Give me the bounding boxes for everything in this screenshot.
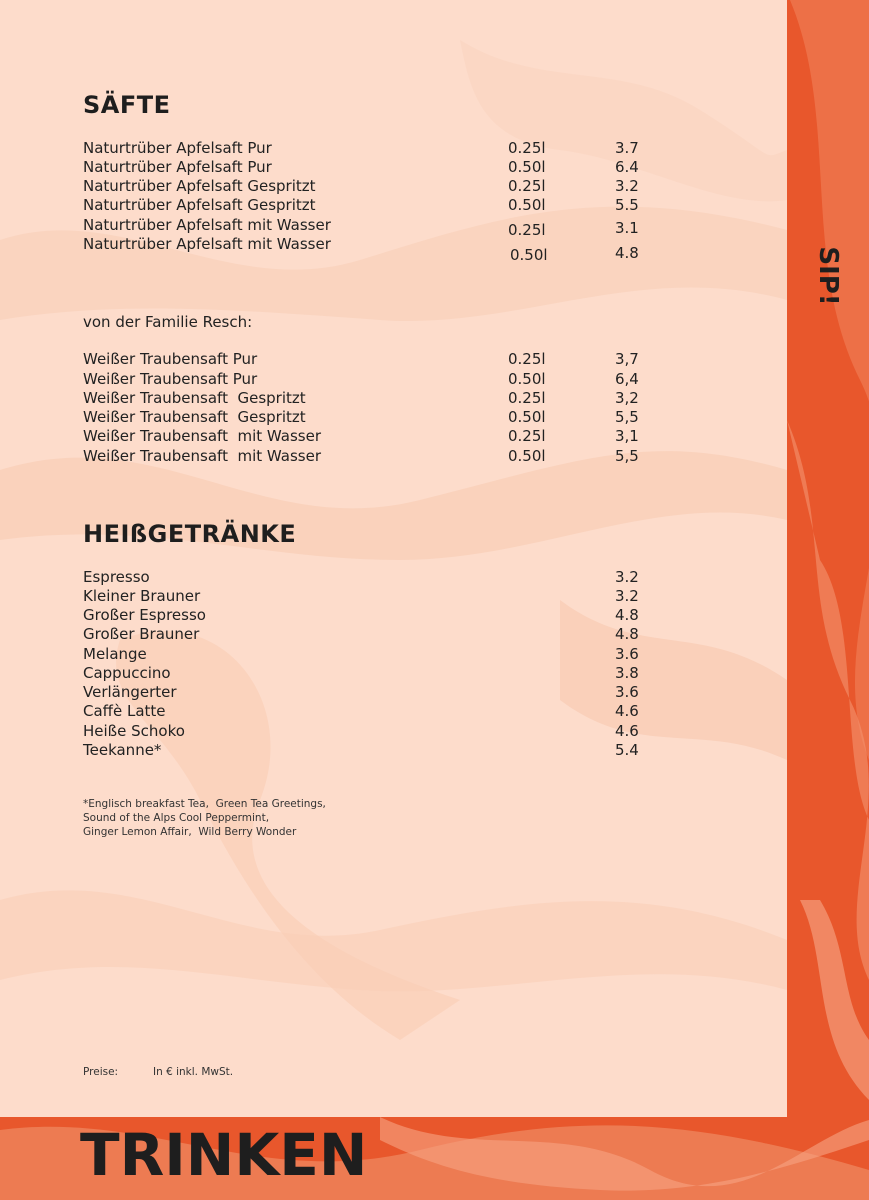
item-name: Weißer Traubensaft Gespritzt [83,408,306,426]
menu-row [83,624,643,644]
item-price: 3.7 [615,139,639,157]
item-name: Großer Brauner [83,625,200,643]
menu-row [83,701,643,721]
item-volume: 0.25l [508,221,546,239]
item-name: Espresso [83,568,150,586]
menu-row [83,567,643,587]
menu-row [83,663,643,683]
item-price: 4.6 [615,702,639,720]
item-price: 4.8 [615,625,639,643]
section-title-heissgetraenke: HEIßGETRÄNKE [83,520,297,548]
item-volume: 0.50l [508,158,546,176]
footer-value: In € inkl. MwSt. [153,1066,234,1078]
item-name: Caffè Latte [83,702,166,720]
item-name: Weißer Traubensaft Gespritzt [83,389,306,407]
item-volume: 0.25l [508,389,546,407]
menu-row [83,157,643,177]
menu-row [83,446,643,466]
item-price: 4.6 [615,722,639,740]
menu-row [83,138,643,158]
menu-row [83,369,643,389]
item-name: Kleiner Brauner [83,587,201,605]
menu-row [83,644,643,664]
side-label [806,244,850,308]
menu-row [83,388,643,408]
bottom-title: TRINKEN [80,1121,368,1189]
item-price: 3,2 [615,389,639,407]
item-name: Weißer Traubensaft Pur [83,350,258,368]
menu-row [83,215,643,239]
item-name: Naturtrüber Apfelsaft Pur [83,139,272,157]
tea-footnote-line: *Englisch breakfast Tea, Green Tea Greetings, [83,798,326,810]
item-name: Melange [83,645,147,663]
menu-row [83,740,643,760]
item-name: Heiße Schoko [83,722,185,740]
item-name: Naturtrüber Apfelsaft Gespritzt [83,177,316,195]
item-price: 5,5 [615,447,639,465]
section-title-saefte: SÄFTE [83,91,171,119]
menu-row [83,682,643,702]
item-price: 3.1 [615,219,639,237]
item-price: 4.8 [615,244,639,262]
item-name: Verlängerter [83,683,177,701]
item-name: Weißer Traubensaft Pur [83,370,258,388]
menu-row [83,721,643,741]
item-price: 6.4 [615,158,639,176]
menu-row [83,426,643,446]
item-name: Naturtrüber Apfelsaft mit Wasser [83,216,331,234]
resch-note: von der Familie Resch: [83,313,253,331]
menu-row [83,349,643,369]
item-price: 5.5 [615,196,639,214]
item-price: 3.8 [615,664,639,682]
item-name: Teekanne* [83,741,162,759]
item-price: 5.4 [615,741,639,759]
item-volume: 0.50l [508,196,546,214]
menu-row [83,586,643,606]
item-price: 3,7 [615,350,639,368]
item-name: Naturtrüber Apfelsaft Gespritzt [83,196,316,214]
menu-row [83,407,643,427]
menu-row [83,234,643,264]
item-price: 3,1 [615,427,639,445]
tea-footnote-line: Sound of the Alps Cool Peppermint, [83,812,270,824]
item-name: Großer Espresso [83,606,206,624]
item-price: 6,4 [615,370,639,388]
item-price: 3.2 [615,177,639,195]
item-volume: 0.50l [508,447,546,465]
item-price: 3.6 [615,645,639,663]
item-name: Cappuccino [83,664,171,682]
item-name: Weißer Traubensaft mit Wasser [83,447,322,465]
footer-label: Preise: [83,1066,119,1078]
menu-row [83,195,643,215]
side-label-text: SIP! [813,246,843,306]
item-volume: 0.50l [508,408,546,426]
item-volume: 0.50l [510,246,548,264]
item-price: 3.6 [615,683,639,701]
tea-footnote [83,797,326,839]
item-volume: 0.25l [508,427,546,445]
item-price: 4.8 [615,606,639,624]
item-name: Naturtrüber Apfelsaft Pur [83,158,272,176]
item-name: Weißer Traubensaft mit Wasser [83,427,322,445]
item-volume: 0.25l [508,139,546,157]
item-volume: 0.25l [508,350,546,368]
item-volume: 0.25l [508,177,546,195]
tea-footnote-line: Ginger Lemon Affair, Wild Berry Wonder [83,826,297,838]
menu-row [83,176,643,196]
item-name: Naturtrüber Apfelsaft mit Wasser [83,235,331,253]
item-price: 3.2 [615,568,639,586]
item-volume: 0.50l [508,370,546,388]
menu-row [83,605,643,625]
item-price: 3.2 [615,587,639,605]
item-price: 5,5 [615,408,639,426]
